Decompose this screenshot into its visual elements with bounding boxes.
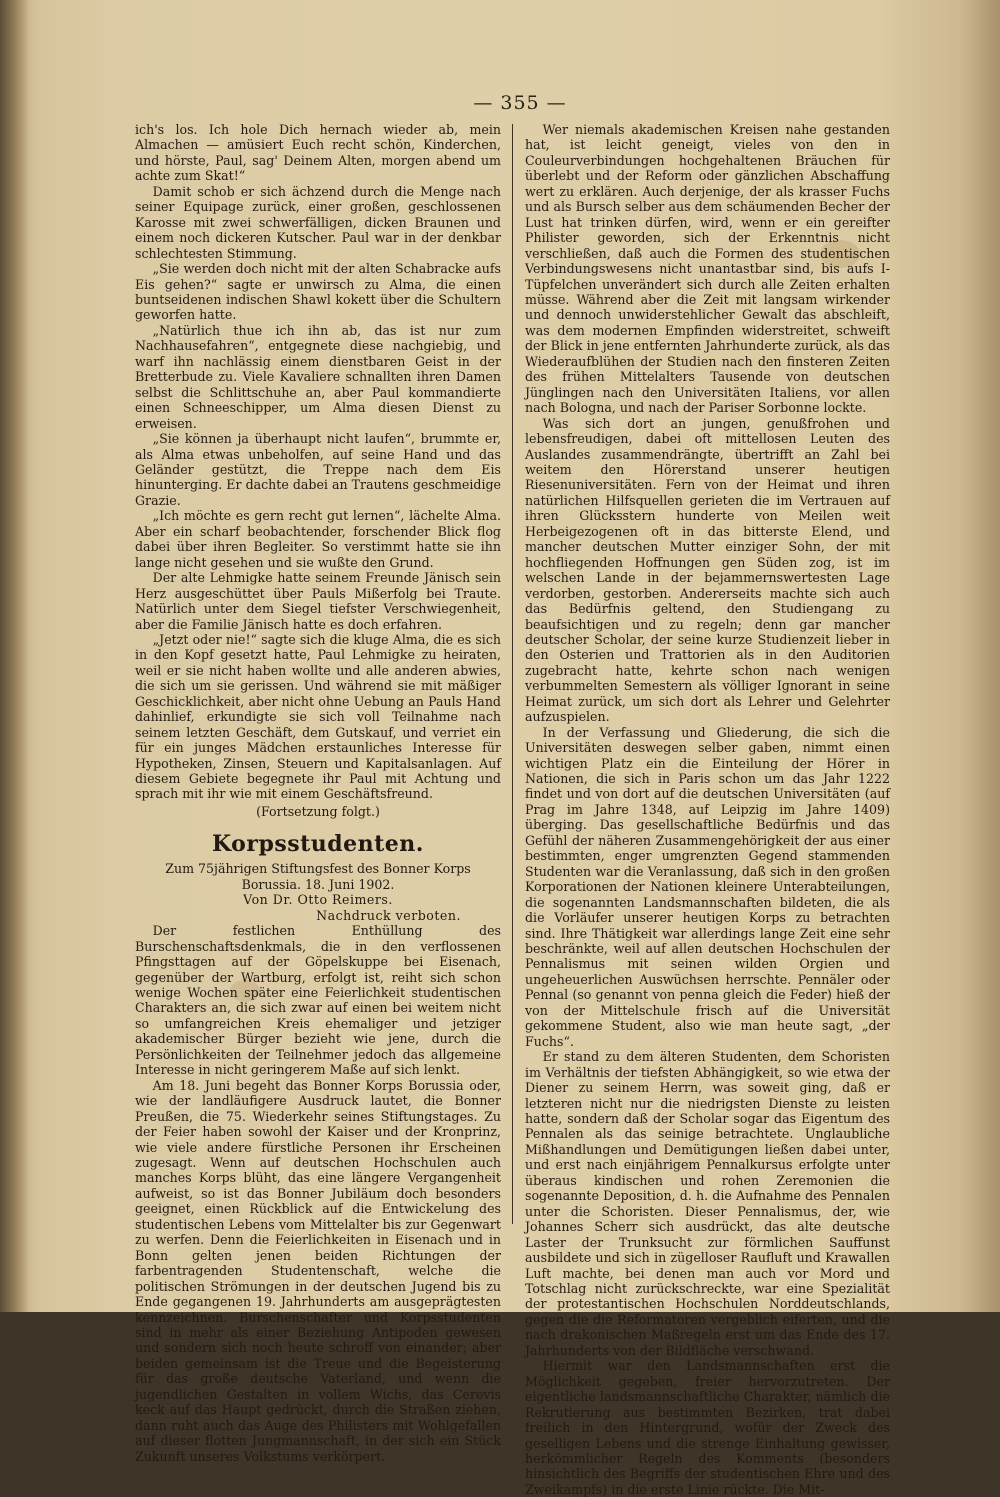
article-subtitle: Zum 75jährigen Stiftungsfest des Bonner Korps Borussia. 18. Juni 1902. <box>165 861 471 892</box>
paragraph: „Natürlich thue ich ihn ab, das ist nur zum Nachhausefahren“, entgegnete diese nachgiebig, und warf ihn nachlässig einem dienstbaren Geist in der Bretterbude zu. Viele Kavaliere schnallten ihren Damen selbst die Schlittschuhe an, aber Paul kommandierte einen Schneeschipper, um Alma diesen Dienst zu erweisen. <box>135 322 501 431</box>
right-column <box>525 122 890 1497</box>
page-number: — 355 — <box>473 92 567 114</box>
paragraph: „Ich möchte es gern recht gut lernen“, lächelte Alma. Aber ein scharf beobachtender, forschender Blick flog dabei über ihren Begleiter. So verstimmt hatte sie ihn lange nicht gesehen und sie wußte den Grund. <box>135 508 501 570</box>
paragraph: „Jetzt oder nie!“ sagte sich die kluge Alma, die es sich in den Kopf gesetzt hatte, Paul Lehmigke zu heiraten, weil er sie nicht haben wollte und alle anderen abwies, die sich um sie gerissen. Und während sie mit mäßiger Geschicklichkeit, aber nicht ohne Uebung an Pauls Hand dahinlief, erkundigte sie sich voll Teilnahme nach seinem letzten Geschäft, dem Gutskauf, und verriet ein für ein junges Mädchen erstaunliches Interesse für Hypotheken, Zinsen, Steuern und Kapitalsanlagen. Auf diesem Gebiete begegnete ihr Paul mit Achtung und sprach mit ihr wie mit einem Geschäftsfreund. <box>135 631 501 802</box>
article-title: Korpsstudenten. <box>212 831 424 858</box>
paragraph: Der alte Lehmigke hatte seinem Freunde Jänisch sein Herz ausgeschüttet über Pauls Mißerfolg bei Traute. Natürlich unter dem Siegel tiefster Verschwiegenheit, aber die Familie Jänisch hatte es doch erfahren. <box>135 570 501 632</box>
paragraph: Wer niemals akademischen Kreisen nahe gestanden hat, ist leicht geneigt, vieles von den in Couleurverbindungen hochgehaltenen Bräuchen für überlebt und der Reform oder gänzlichen Abschaffung wert zu erklären. Auch derjenige, der als krasser Fuchs und als Bursch selber aus dem schäumenden Becher der Lust hat trinken dürfen, wird, wenn er ein gereifter Philister geworden, sich der Erkenntnis nicht verschließen, daß auch die Formen des studentischen Verbindungswesens nicht unantastbar sind, bis aufs I-Tüpfelchen unverändert sich durch alle Zeiten erhalten müsse. Während aber die Zeit mit langsam wirkender und dennoch unwiderstehlicher Gewalt das abschleift, was dem modernen Empfinden widerstreitet, schweift der Blick in jene entfernten Jahrhunderte zurück, als das Wiederaufblühen der Studien nach den finsteren Zeiten des frühen Mittelalters Tausende von deutschen Jünglingen nach den Universitäten Italiens, vor allen nach Bologna, und nach der Pariser Sorbonne lockte. <box>525 122 890 416</box>
paragraph: ich's los. Ich hole Dich hernach wieder ab, mein Almachen — amüsiert Euch recht schön, Kinderchen, und hörste, Paul, sag' Deinem Alten, morgen abend um achte zum Skat!“ <box>135 122 501 184</box>
paragraph: „Sie werden doch nicht mit der alten Schabracke aufs Eis gehen?“ sagte er unwirsch zu Alma, die einen buntseidenen indischen Shawl kokett über die Schultern geworfen hatte. <box>135 261 501 323</box>
article-byline: Von Dr. Otto Reimers. <box>243 892 393 908</box>
reprint-notice: Nachdruck verboten. <box>316 907 461 923</box>
paragraph: „Sie können ja überhaupt nicht laufen“, brummte er, als Alma etwas unbeholfen, auf seine Hand und das Geländer gestützt, die Treppe nach dem Eis hinunterging. Er dachte dabei an Trautens geschmeidige Grazie. <box>135 431 501 508</box>
column-divider <box>512 124 513 1224</box>
continuation-note: (Fortsetzung folgt.) <box>256 803 380 819</box>
paragraph: Der festlichen Enthüllung des Burschenschaftsdenkmals, die in den verflossenen Pfingsttagen auf der Göpelskuppe bei Eisenach, gegenüber der Wartburg, erfolgt ist, reiht sich schon wenige Wochen später eine Feierlichkeit studentischen Charakters an, die sich zwar auf einen bei weitem nicht so umfangreichen Kreis ehemaliger und jetziger akademischer Bürger bezieht wie jene, durch die Persönlichkeiten der Teilnehmer jedoch das allgemeine Interesse in nicht geringerem Maße auf sich lenkt. <box>135 923 501 1078</box>
book-gutter <box>0 0 28 1312</box>
paragraph: Was sich dort an jungen, genußfrohen und lebensfreudigen, dabei oft mittellosen Leuten des Auslandes zusammendrängte, übertrifft an Zahl bei weitem den Hörerstand unserer heutigen Riesenuniversitäten. Fern von der Heimat und ihren natürlichen Hilfsquellen gerieten die im Vertrauen auf ihren Glücksstern hunderte von Meilen weit Herbeigezogenen oft in das bitterste Elend, und mancher deutschen Mutter einziger Sohn, der mit hochfliegenden Hoffnungen gen Süden zog, ist im welschen Lande in der bejammernswertesten Lage verdorben, gestorben. Andererseits machte sich auch das Bedürfnis geltend, den Studiengang zu beaufsichtigen und zu regeln; denn gar mancher deutscher Scholar, der seine kurze Studienzeit lieber in den Osterien und Trattorien als in den Auditorien zugebracht hatte, kehrte schon nach wenigen verbummelten Semestern als völliger Ignorant in seine Heimat zurück, um sich dort als Lehrer und Gelehrter aufzuspielen. <box>525 415 890 725</box>
paragraph: Am 18. Juni begeht das Bonner Korps Borussia oder, wie der landläufigere Ausdruck lautet, die Bonner Preußen, die 75. Wiederkehr seines Stiftungstages. Zu der Feier haben sowohl der Kaiser und der Kronprinz, wie viele andere fürstliche Personen ihr Erscheinen zugesagt. Wenn auf deutschen Hochschulen auch manches Korps blüht, das eine längere Vergangenheit aufweist, so ist das Bonner Jubiläum doch besonders geeignet, einen Rückblick auf die Entwickelung des studentischen Lebens vom Mittelalter bis zur Gegenwart zu werfen. Denn die Feierlichkeiten in Eisenach und in Bonn gelten jenen beiden Richtungen der farbentragenden Studentenschaft, welche die politischen Strömungen in der deutschen Jugend bis zu Ende gegangenen 19. Jahrhunderts am ausgeprägtesten kennzeichnen. Burschenschafter und Korpsstudenten sind in mehr als einer Beziehung Antipoden gewesen und sondern sich noch heute schroff von einander; aber beiden gemeinsam ist die Treue und die Begeisterung für das große deutsche Vaterland, und wenn die jugendlichen Gestalten in vollem Wichs, das Cerevis keck auf das Haupt gedrückt, durch die Straßen ziehen, dann ruht auch das Auge des Philisters mit Wohlgefallen auf dieser flotten Jungmannschaft, in der sich ein Stück Zukunft unseres Volkstums verkörpert. <box>135 1077 501 1464</box>
left-column <box>135 122 501 1464</box>
paragraph: Er stand zu dem älteren Studenten, dem Schoristen im Verhältnis der tiefsten Abhängigkeit, so wie etwa der Diener zu seinem Herrn, was soweit ging, daß er letzteren nicht nur die niedrigsten Dienste zu leisten hatte, sondern daß der Scholar sogar das Eigentum des Pennalen als das seinige betrachtete. Unglaubliche Mißhandlungen und Demütigungen ließen dabei unter, und erst nach einjährigem Pennalkursus erfolgte unter überaus kindischen und rohen Zeremonien die sogenannte Deposition, d. h. die Aufnahme des Pennalen unter die Schoristen. Dieser Pennalismus, der, wie Johannes Scherr sich ausdrückt, das alte deutsche Laster der Trunksucht zur förmlichen Sauffunst ausbildete und sich in zügelloser Raufluft und Krawallen Luft machte, bei denen man auch vor Mord und Totschlag nicht zurückschreckte, war eine Spezialität der protestantischen Hochschulen Norddeutschlands, gegen die die Reformatoren vergeblich eiferten, und die nach drakonischen Maßregeln erst um das Ende des 17. Jahrhunderts von der Bildfläche verschwand. <box>525 1049 890 1358</box>
paragraph: Hiermit war den Landsmannschaften erst die Möglichkeit gegeben, freier hervorzutreten. Der eigentliche landsmannschaftliche Charakter, nämlich die Rekrutierung aus bestimmten Bezirken, trat dabei freilich in den Hintergrund, wofür der Zweck des geselligen Lebens und die strenge Einhaltung gewisser, herkömmlicher Regeln des Komments (besonders hinsichtlich des Begriffs der studentischen Ehre und des Zweikampfs) in die erste Linie rückte. Die Mit- <box>525 1358 890 1497</box>
paragraph: Damit schob er sich ächzend durch die Menge nach seiner Equipage zurück, einer großen, geschlossenen Karosse mit zwei schwerfälligen, dicken Braunen und einem noch dickeren Kutscher. Paul war in der denkbar schlechtesten Stimmung. <box>135 183 501 261</box>
paragraph: In der Verfassung und Gliederung, die sich die Universitäten deswegen selber gaben, nimmt einen wichtigen Platz ein die Einteilung der Hörer in Nationen, die sich in Paris schon um das Jahr 1222 findet und von dort auf die deutschen Universitäten (auf Prag im Jahre 1348, auf Leipzig im Jahre 1409) überging. Das gesellschaftliche Bedürfnis und das Gefühl der näheren Zusammengehörigkeit der aus einer bestimmten, enger umgrenzten Gegend stammenden Studenten war die Veranlassung, daß sich in den großen Korporationen der Nationen kleinere Unterabteilungen, die sogenannten Landsmannschaften bildeten, die als die Vorläufer unserer heutigen Korps zu betrachten sind. Ihre Thätigkeit war allerdings lange Zeit eine sehr beschränkte, weil auf allen deutschen Hochschulen der Pennalismus mit seinen wilden Orgien und ungeheuerlichen Auswüchsen herrschte. Pennäler oder Pennal (so genannt von penna gleich die Feder) hieß der von der Mittelschule frisch auf die Universität gekommene Student, also wie man heute sagt, „der Fuchs“. <box>525 724 890 1049</box>
